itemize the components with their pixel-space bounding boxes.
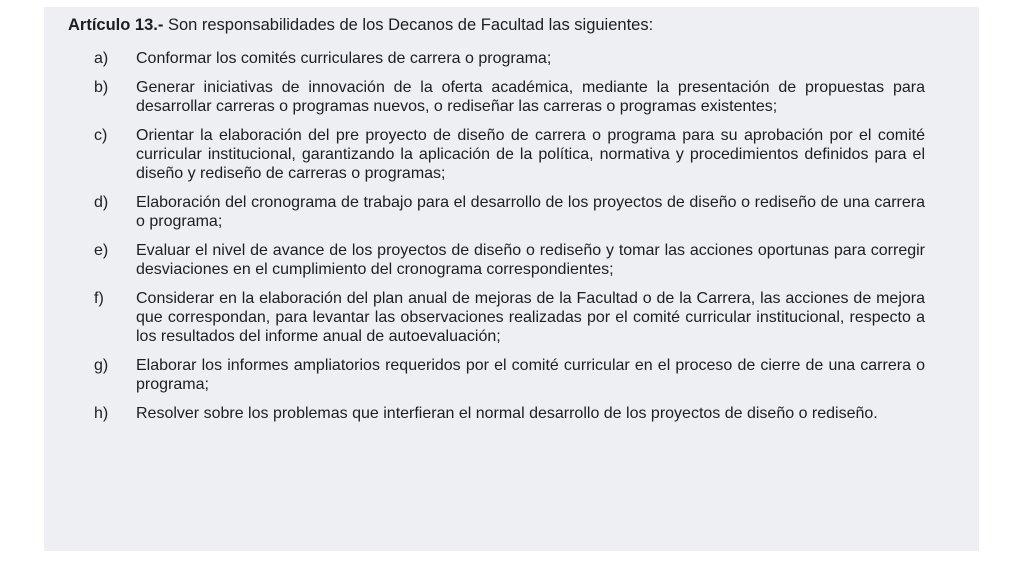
item-letter: h) <box>94 405 109 422</box>
list-item <box>68 289 925 346</box>
list-item <box>68 193 925 231</box>
list-item <box>68 356 925 394</box>
list-item <box>68 78 925 116</box>
item-text: Conformar los comités curriculares de carrera o programa; <box>136 50 552 67</box>
item-text: Considerar en la elaboración del plan anual de mejoras de la Facultad o de la Carrera, las acciones de mejora que correspondan, para levantar las observaciones realizadas por el comité curricular institucional, respecto a los resultados del informe anual de autoevaluación; <box>136 290 925 345</box>
list-item <box>68 404 925 423</box>
item-text: Resolver sobre los problemas que interfieran el normal desarrollo de los proyectos de diseño o rediseño. <box>136 405 878 422</box>
item-letter: f) <box>94 290 104 307</box>
item-text: Generar iniciativas de innovación de la oferta académica, mediante la presentación de propuestas para desarrollar carreras o programas nuevos, o rediseñar las carreras o programas existentes; <box>136 79 925 115</box>
item-letter: a) <box>94 50 109 67</box>
responsibilities-list <box>68 49 925 423</box>
list-item <box>68 241 925 279</box>
article-intro: Son responsabilidades de los Decanos de Facultad las siguientes: <box>163 16 654 34</box>
article-number: Artículo 13.- <box>68 16 164 34</box>
item-text: Elaborar los informes ampliatorios requeridos por el comité curricular en el proceso de cierre de una carrera o programa; <box>136 357 925 393</box>
item-letter: g) <box>94 357 109 374</box>
item-letter: e) <box>94 242 109 259</box>
item-letter: c) <box>94 127 108 144</box>
list-item <box>68 126 925 183</box>
document-page <box>44 7 979 551</box>
item-text: Orientar la elaboración del pre proyecto de diseño de carrera o programa para su aprobación por el comité curricular institucional, garantizando la aplicación de la política, normativa y procedimientos definidos para el diseño y rediseño de carreras o programas; <box>136 127 925 182</box>
item-text: Elaboración del cronograma de trabajo para el desarrollo de los proyectos de diseño o rediseño de una carrera o programa; <box>136 194 925 230</box>
list-item <box>68 49 925 68</box>
article-heading <box>68 15 925 35</box>
item-letter: d) <box>94 194 109 211</box>
item-text: Evaluar el nivel de avance de los proyectos de diseño o rediseño y tomar las acciones oportunas para corregir desviaciones en el cumplimiento del cronograma correspondientes; <box>136 242 925 278</box>
item-letter: b) <box>94 79 109 96</box>
